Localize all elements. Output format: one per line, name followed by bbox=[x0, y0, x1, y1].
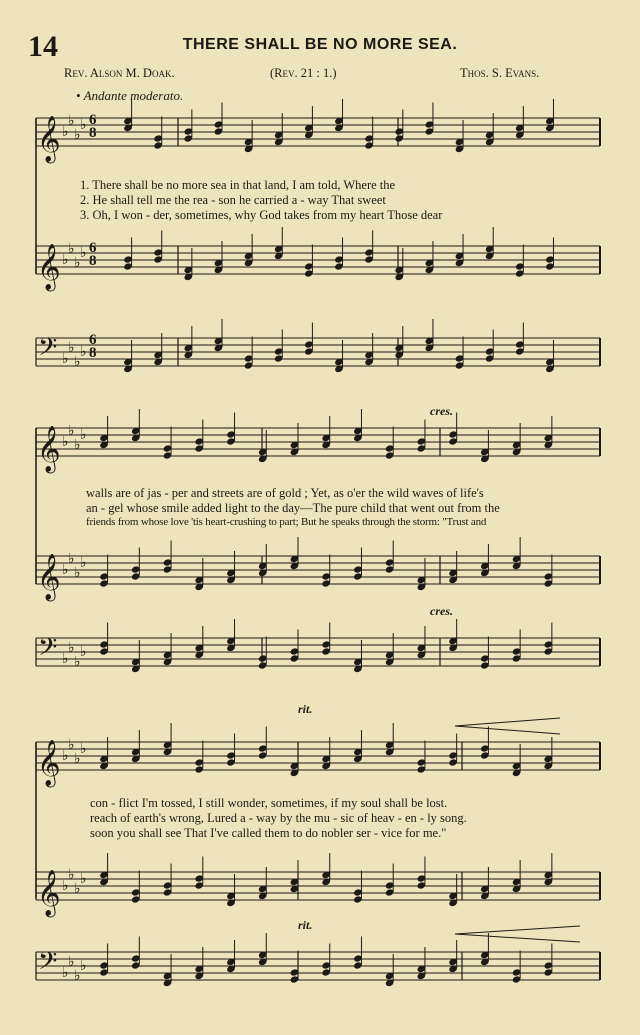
flat-sign-icon: ♭ bbox=[74, 751, 81, 767]
cres-marking-1: cres. bbox=[430, 404, 453, 418]
flat-sign-icon: ♭ bbox=[74, 255, 81, 271]
cres-marking-2: cres. bbox=[430, 604, 453, 618]
flat-sign-icon: ♭ bbox=[80, 555, 87, 571]
flat-sign-icon: ♭ bbox=[74, 654, 81, 670]
flat-sign-icon: ♭ bbox=[62, 351, 69, 367]
flat-sign-icon: ♭ bbox=[80, 958, 87, 974]
rit-marking-1: rit. bbox=[298, 702, 313, 716]
flat-sign-icon: ♭ bbox=[74, 437, 81, 453]
bass-clef-icon: 𝄢 bbox=[38, 333, 58, 368]
decrescendo-hairpin bbox=[455, 718, 560, 734]
scripture-reference: (Rev. 21 : 1.) bbox=[270, 66, 337, 80]
flat-sign-icon: ♭ bbox=[80, 245, 87, 261]
lyric-line: 3. Oh, I won - der, sometimes, why God takes from my heart Those dear bbox=[80, 208, 443, 222]
lyric-line: soon you shall see That I've called them to do nobler ser - vice for me." bbox=[90, 826, 447, 840]
treble-clef-icon: 𝄞 bbox=[37, 426, 61, 472]
lyrics-system-1 bbox=[80, 178, 600, 223]
time-sig-top: 6 bbox=[89, 240, 97, 256]
lyric-line: walls are of jas - per and streets are of gold ; Yet, as o'er the wild waves of life's bbox=[86, 486, 484, 500]
flat-sign-icon: ♭ bbox=[80, 117, 87, 133]
author-credit: Rev. Alson M. Doak. bbox=[64, 66, 175, 80]
treble-clef-icon: 𝄞 bbox=[37, 554, 61, 600]
flat-sign-icon: ♭ bbox=[62, 878, 69, 894]
flat-sign-icon: ♭ bbox=[62, 965, 69, 981]
time-signature-bass bbox=[89, 334, 97, 360]
flat-sign-icon: ♭ bbox=[80, 644, 87, 660]
bass-clef-icon: 𝄢 bbox=[38, 633, 58, 668]
flat-sign-icon: ♭ bbox=[74, 881, 81, 897]
composer-credit: Thos. S. Evans. bbox=[460, 66, 540, 80]
flat-sign-icon: ♭ bbox=[68, 423, 75, 439]
flat-sign-icon: ♭ bbox=[68, 113, 75, 129]
treble-clef-icon: 𝄞 bbox=[37, 870, 61, 916]
tempo-text: Andante moderato. bbox=[83, 88, 184, 103]
tempo-marking: • Andante moderato. bbox=[76, 88, 184, 103]
lyric-line: friends from whose love 'tis heart-crushing to part; But he speaks through the storm: "Trust and bbox=[86, 516, 487, 528]
flat-sign-icon: ♭ bbox=[80, 344, 87, 360]
decrescendo-hairpin bbox=[455, 926, 580, 942]
lyrics-system-3 bbox=[90, 796, 590, 841]
time-signature-treble-1 bbox=[89, 114, 97, 140]
flat-sign-icon: ♭ bbox=[74, 565, 81, 581]
hymn-title: THERE SHALL BE NO MORE SEA. bbox=[182, 36, 458, 53]
flat-sign-icon: ♭ bbox=[62, 748, 69, 764]
flat-sign-icon: ♭ bbox=[74, 127, 81, 143]
flat-sign-icon: ♭ bbox=[68, 640, 75, 656]
flat-sign-icon: ♭ bbox=[68, 340, 75, 356]
flat-sign-icon: ♭ bbox=[62, 434, 69, 450]
lyrics-system-2 bbox=[86, 486, 606, 528]
time-signature-treble-2 bbox=[89, 242, 97, 268]
flat-sign-icon: ♭ bbox=[68, 954, 75, 970]
flat-sign-icon: ♭ bbox=[62, 124, 69, 140]
time-sig-top: 6 bbox=[89, 332, 97, 348]
hymn-number: 14 bbox=[28, 30, 58, 63]
treble-clef-icon: 𝄞 bbox=[37, 116, 61, 162]
time-sig-bottom: 8 bbox=[89, 345, 97, 361]
flat-sign-icon: ♭ bbox=[80, 741, 87, 757]
flat-sign-icon: ♭ bbox=[68, 737, 75, 753]
time-sig-bottom: 8 bbox=[89, 253, 97, 269]
time-sig-top: 6 bbox=[89, 112, 97, 128]
lyric-line: an - gel whose smile added light to the day—The pure child that went out from the bbox=[86, 501, 500, 515]
rit-marking-2: rit. bbox=[298, 918, 313, 932]
treble-clef-icon: 𝄞 bbox=[37, 740, 61, 786]
lyric-line: 2. He shall tell me the rea - son he carried a - way That sweet bbox=[80, 193, 386, 207]
flat-sign-icon: ♭ bbox=[62, 562, 69, 578]
flat-sign-icon: ♭ bbox=[68, 241, 75, 257]
flat-sign-icon: ♭ bbox=[80, 427, 87, 443]
lyric-line: 1. There shall be no more sea in that land, I am told, Where the bbox=[80, 178, 396, 192]
bass-clef-icon: 𝄢 bbox=[38, 947, 58, 982]
flat-sign-icon: ♭ bbox=[74, 354, 81, 370]
flat-sign-icon: ♭ bbox=[62, 651, 69, 667]
flat-sign-icon: ♭ bbox=[74, 968, 81, 984]
lyric-line: con - flict I'm tossed, I still wonder, sometimes, if my soul shall be lost. bbox=[90, 796, 448, 810]
flat-sign-icon: ♭ bbox=[68, 867, 75, 883]
flat-sign-icon: ♭ bbox=[68, 551, 75, 567]
lyric-line: reach of earth's wrong, Lured a - way by the mu - sic of heav - en - ly song. bbox=[90, 811, 467, 825]
treble-clef-icon: 𝄞 bbox=[37, 244, 61, 290]
flat-sign-icon: ♭ bbox=[62, 252, 69, 268]
flat-sign-icon: ♭ bbox=[80, 871, 87, 887]
time-sig-bottom: 8 bbox=[89, 125, 97, 141]
